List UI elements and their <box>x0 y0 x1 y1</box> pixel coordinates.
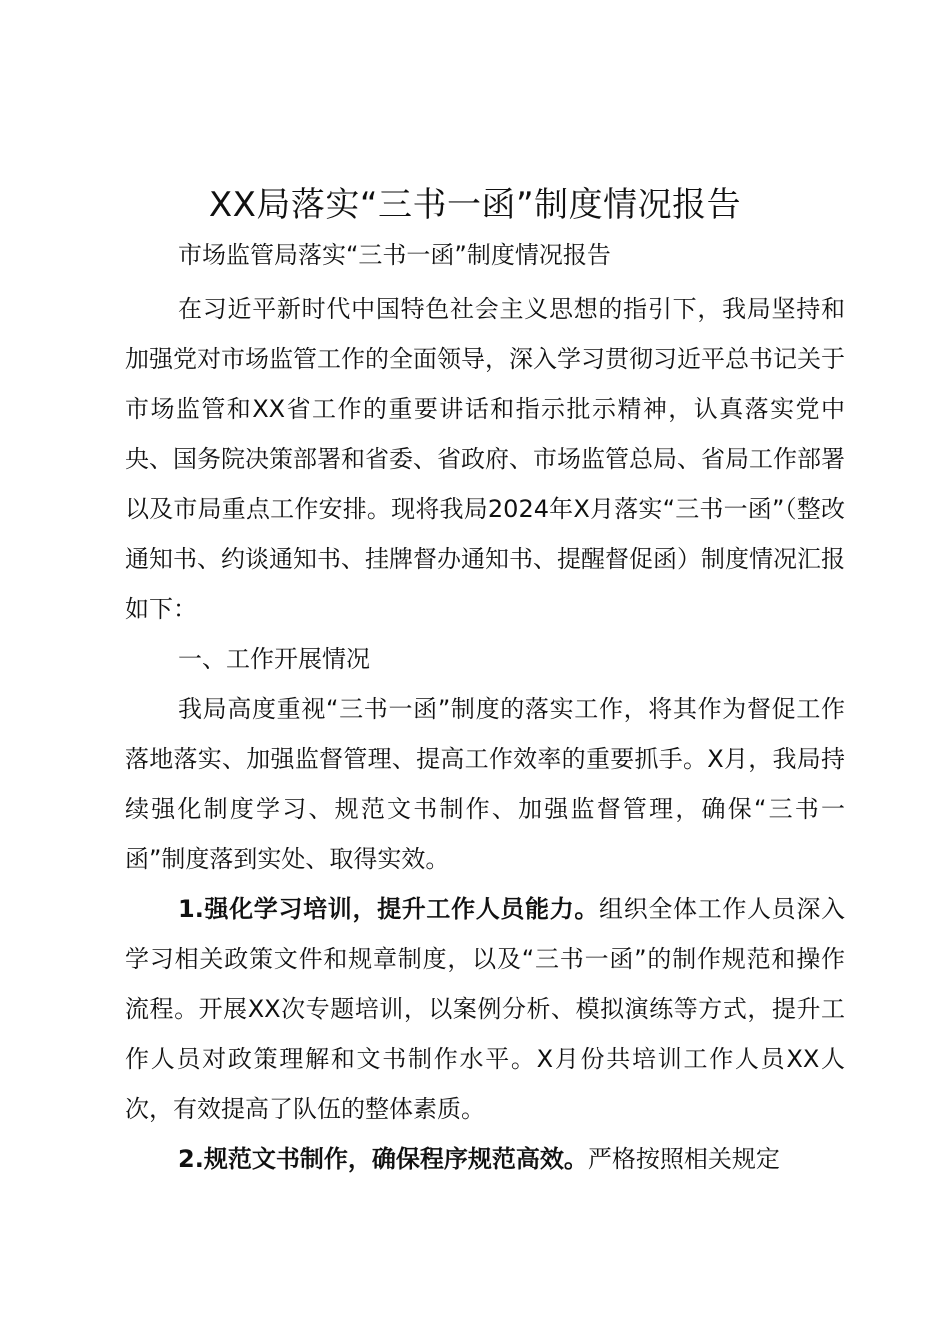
section-paragraph: 我局高度重视“三书一函”制度的落实工作，将其作为督促工作落地落实、加强监督管理、提高工作效率的重要抓手。X月，我局持续强化制度学习、规范文书制作、加强监督管理，确保“三书一函”制度落到实处、取得实效。 <box>125 695 845 873</box>
item-2-paragraph <box>125 1134 845 1184</box>
item-2-text: 严格按照相关规定 <box>587 1145 780 1173</box>
intro-paragraph: 在习近平新时代中国特色社会主义思想的指引下，我局坚持和加强党对市场监管工作的全面领导，深入学习贯彻习近平总书记关于市场监管和XX省工作的重要讲话和指示批示精神，认真落实党中央、国务院决策部署和省委、省政府、市场监管总局、省局工作部署以及市局重点工作安排。现将我局2024年X月落实“三书一函”（整改通知书、约谈通知书、挂牌督办通知书、提醒督促函）制度情况汇报如下： <box>125 295 845 623</box>
item-1-lead: 1.强化学习培训，提升工作人员能力。 <box>178 895 600 923</box>
document-subtitle: 市场监管局落实“三书一函”制度情况报告 <box>178 241 611 269</box>
item-1-text: 组织全体工作人员深入学习相关政策文件和规章制度，以及“三书一函”的制作规范和操作流程。开展XX次专题培训，以案例分析、模拟演练等方式，提升工作人员对政策理解和文书制作水平。X月份共培训工作人员XX人次，有效提高了队伍的整体素质。 <box>125 895 845 1123</box>
section-heading: 一、工作开展情况 <box>178 645 370 673</box>
document-body <box>125 284 845 1184</box>
item-2-lead: 2.规范文书制作，确保程序规范高效。 <box>178 1145 588 1173</box>
item-1-paragraph <box>125 884 845 1134</box>
document-title: XX局落实“三书一函”制度情况报告 <box>208 185 742 225</box>
